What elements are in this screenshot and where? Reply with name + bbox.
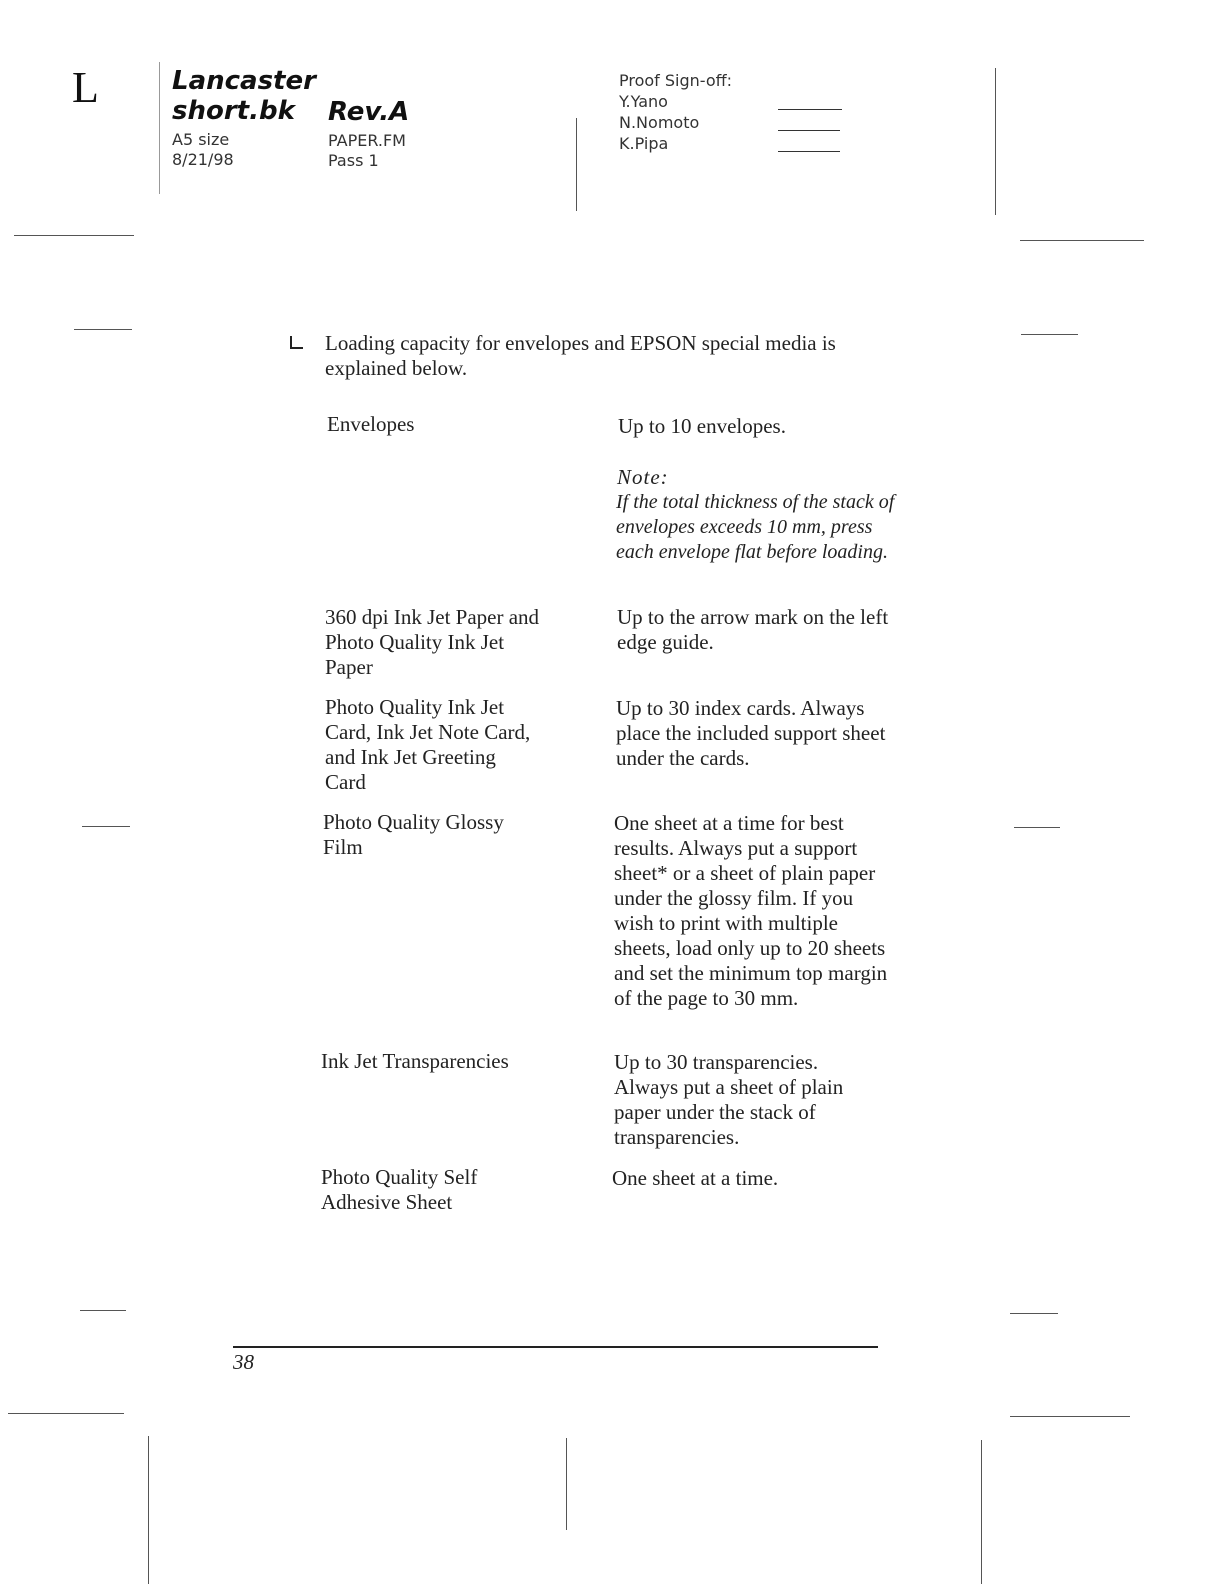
crop-mark [74,329,132,330]
crop-mark [1010,1313,1058,1314]
crop-mark [1014,827,1060,828]
header-left-rule [159,62,160,194]
loading-capacity: Up to the arrow mark on the left edge guide. [617,605,889,654]
loading-capacity: One sheet at a time for best results. Always put a support sheet* or a sheet of plain paper under the glossy film. If you wish to print with multiple sheets, load only up to 20 sheets and set the minimum top margin of the page to 30 mm. [614,811,888,1010]
media-type: Ink Jet Transparencies [321,1049,509,1073]
note-label: Note: [617,465,669,489]
media-type: Photo Quality Self Adhesive Sheet [321,1165,478,1214]
signoff-block [619,70,732,154]
header-right-rule [995,68,996,215]
crop-mark [80,1310,126,1311]
loading-capacity: One sheet at a time. [612,1166,779,1190]
media-type: Photo Quality Glossy Film [323,810,504,859]
loading-capacity: Up to 10 envelopes. [618,414,786,438]
crop-mark [148,1436,149,1584]
signoff-left-rule [576,118,577,211]
book-title-line1: Lancaster [172,66,316,96]
note-text: If the total thickness of the stack of envelopes exceeds 10 mm, press each envelope flat before loading. [616,491,895,563]
signoff-blank-line [778,130,840,131]
signoff-name: N.Nomoto [619,113,700,132]
signoff-name: Y.Yano [619,92,668,111]
signoff-label: Proof Sign-off: [619,71,733,90]
corner-letter: L [72,63,99,112]
file-name: PAPER.FM [328,131,406,150]
page-number: 38 [233,1350,254,1374]
revision-block [328,97,409,171]
signoff-blank-line [778,109,842,110]
book-title-line2: short.bk [172,96,295,126]
media-type: Envelopes [327,412,415,436]
media-type: Photo Quality Ink Jet Card, Ink Jet Note Card, and Ink Jet Greeting Card [325,695,531,794]
checkbox-bullet [290,336,303,349]
crop-mark [1021,334,1078,335]
book-title-block [172,66,316,170]
crop-mark [981,1440,982,1584]
loading-capacity: Up to 30 transparencies. Always put a sheet of plain paper under the stack of transparencies. [614,1050,844,1149]
print-date: 8/21/98 [172,150,234,169]
intro-text: Loading capacity for envelopes and EPSON special media is explained below. [325,331,836,380]
loading-capacity: Up to 30 index cards. Always place the included support sheet under the cards. [616,696,886,770]
media-type: 360 dpi Ink Jet Paper and Photo Quality Ink Jet Paper [325,605,540,679]
signoff-blank-line [778,151,840,152]
crop-mark [82,826,130,827]
crop-mark [8,1413,124,1414]
pass-number: Pass 1 [328,151,379,170]
signoff-name: K.Pipa [619,134,669,153]
crop-mark [1020,240,1144,241]
page-size: A5 size [172,130,230,149]
revision: Rev.A [328,97,410,127]
crop-mark [14,235,134,236]
crop-mark [1010,1416,1130,1417]
footer-rule [233,1346,878,1348]
crop-mark [566,1438,567,1530]
